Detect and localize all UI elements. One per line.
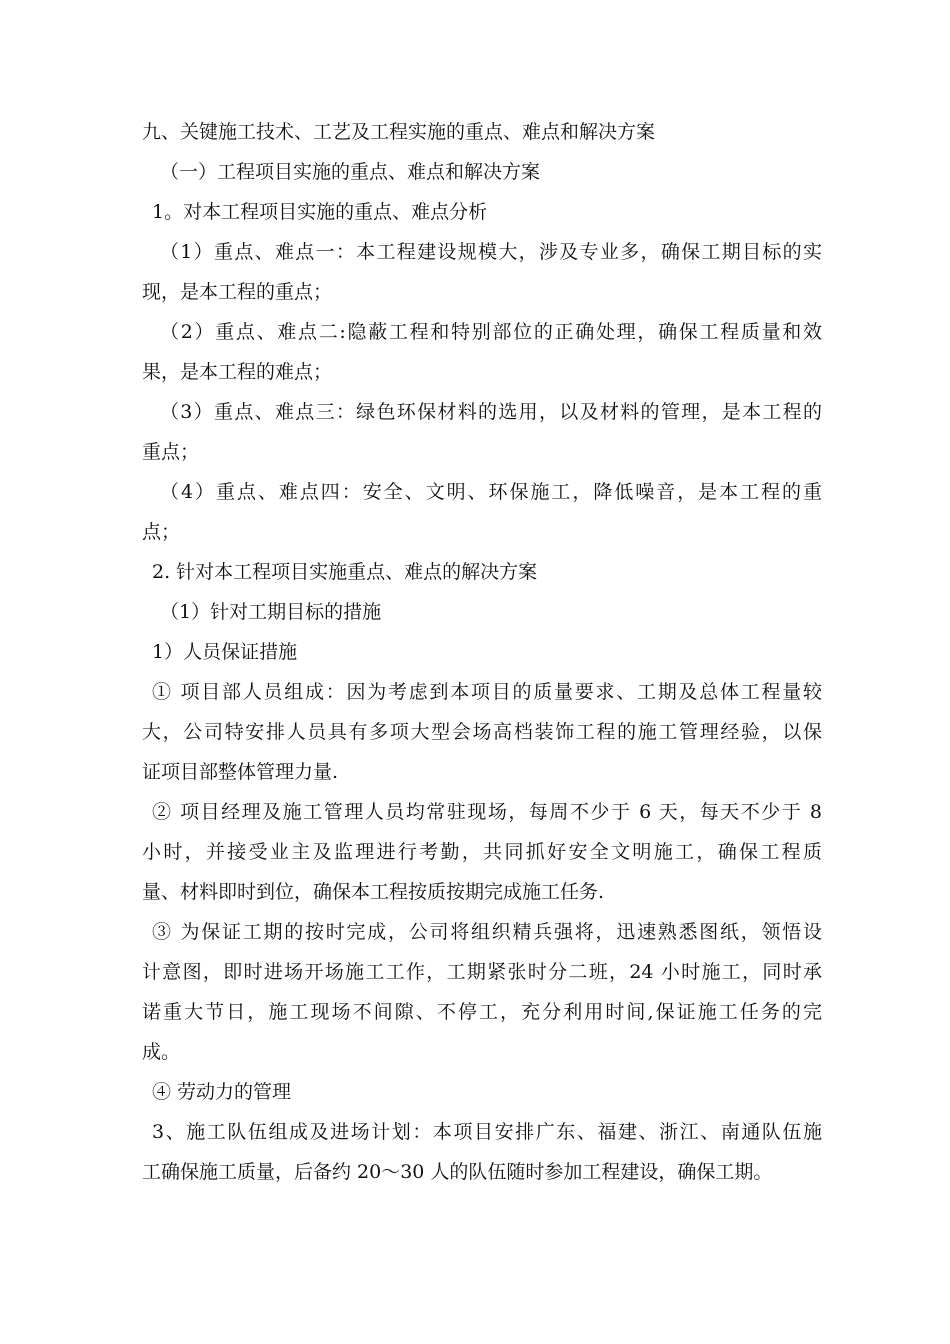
text-line: 大，公司特安排人员具有多项大型会场高档装饰工程的施工管理经验，以保: [142, 721, 822, 743]
text-line: 诺重大节日，施工现场不间隙、不停工，充分利用时间,保证施工任务的完: [142, 1001, 822, 1023]
text-line: （1）针对工期目标的措施: [160, 601, 382, 623]
text-line: 1。对本工程项目实施的重点、难点分析: [152, 201, 488, 223]
section-heading: 九、关键施工技术、工艺及工程实施的重点、难点和解决方案: [142, 121, 656, 143]
text-line: 果，是本工程的难点；: [142, 361, 333, 383]
text-line: 重点；: [142, 441, 200, 463]
text-line: ① 项目部人员组成：因为考虑到本项目的质量要求、工期及总体工程量较: [152, 681, 822, 703]
text-line: （1）重点、难点一：本工程建设规模大，涉及专业多，确保工期目标的实: [160, 241, 822, 263]
text-line: 量、材料即时到位，确保本工程按质按期完成施工任务.: [142, 881, 605, 903]
text-line: （4）重点、难点四：安全、文明、环保施工，降低噪音，是本工程的重: [160, 481, 822, 503]
text-line: 小时，并接受业主及监理进行考勤，共同抓好安全文明施工，确保工程质: [142, 841, 822, 863]
text-line: ② 项目经理及施工管理人员均常驻现场，每周不少于 6 天，每天不少于 8: [152, 801, 822, 823]
text-line: 工确保施工质量，后备约 20〜30 人的队伍随时参加工程建设，确保工期。: [142, 1161, 773, 1183]
text-line: （2）重点、难点二:隐蔽工程和特别部位的正确处理，确保工程质量和效: [160, 321, 822, 343]
text-line: 证项目部整体管理力量.: [142, 761, 339, 783]
text-line: ③ 为保证工期的按时完成，公司将组织精兵强将，迅速熟悉图纸，领悟设: [152, 921, 822, 943]
text-line: 现，是本工程的重点；: [142, 281, 333, 303]
document-body: [142, 112, 822, 1192]
text-line: ④ 劳动力的管理: [152, 1081, 292, 1103]
text-line: 成。: [142, 1041, 181, 1063]
text-line: 1）人员保证措施: [152, 641, 298, 663]
text-line: （一）工程项目实施的重点、难点和解决方案: [160, 161, 541, 183]
text-line: 2. 针对本工程项目实施重点、难点的解决方案: [152, 561, 538, 583]
text-line: （3）重点、难点三：绿色环保材料的选用，以及材料的管理，是本工程的: [160, 401, 822, 423]
text-line: 点；: [142, 521, 181, 543]
text-line: 3、施工队伍组成及进场计划：本项目安排广东、福建、浙江、南通队伍施: [152, 1121, 822, 1143]
text-line: 计意图，即时进场开场施工工作，工期紧张时分二班，24 小时施工，同时承: [142, 961, 822, 983]
